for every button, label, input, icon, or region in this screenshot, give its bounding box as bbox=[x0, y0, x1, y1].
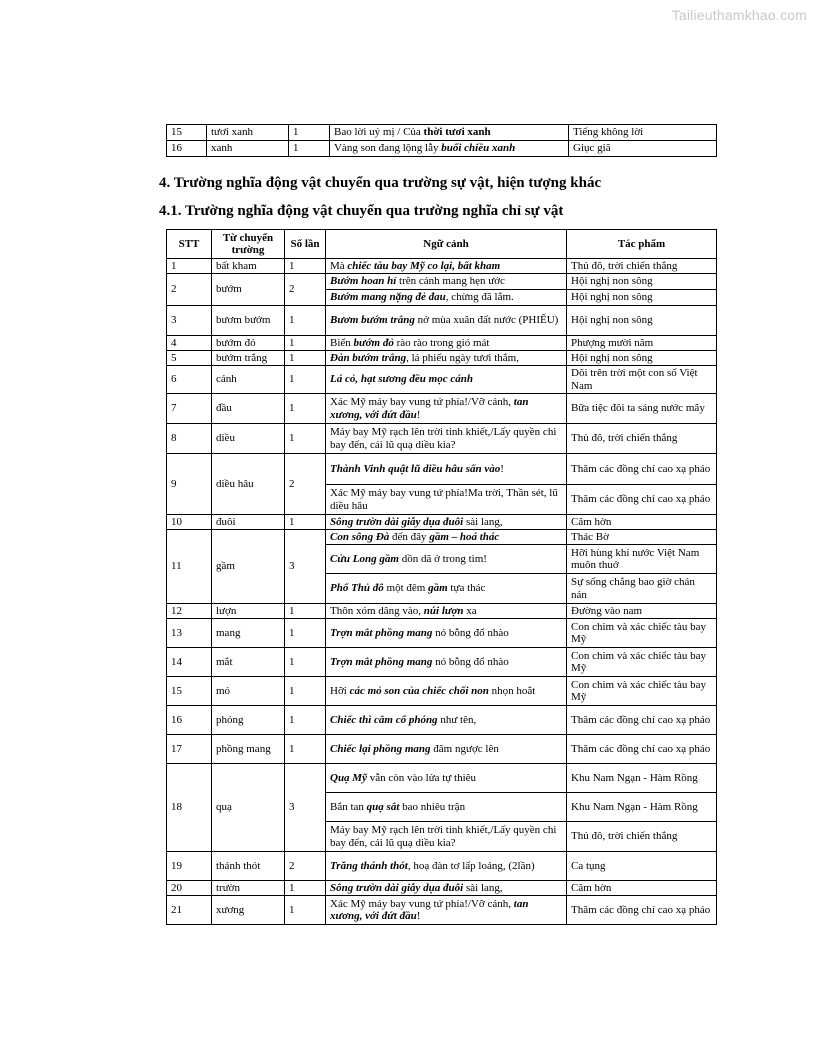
cell-word: diều bbox=[212, 424, 285, 454]
cell-word: bươm bướm bbox=[212, 306, 285, 336]
cell-count: 2 bbox=[285, 852, 326, 881]
header-count: Số lần bbox=[285, 230, 326, 259]
cell-context bbox=[326, 881, 567, 896]
context-fragment: Xác Mỹ máy bay vung tứ phía!/Vỡ cánh, bbox=[330, 396, 514, 408]
cell-context bbox=[326, 648, 567, 677]
cell-count: 1 bbox=[285, 735, 326, 764]
header-word: Từ chuyển trường bbox=[212, 230, 285, 259]
table-row bbox=[167, 515, 717, 530]
table-row bbox=[167, 619, 717, 648]
cell-word: lượn bbox=[212, 604, 285, 619]
cell-work: Hội nghị non sông bbox=[567, 290, 717, 306]
context-fragment: đến đây bbox=[389, 530, 430, 543]
cell-word: bất kham bbox=[212, 259, 285, 274]
cell-word: bướm bbox=[212, 274, 285, 306]
cell-stt: 6 bbox=[167, 366, 212, 394]
cell-context bbox=[326, 764, 567, 793]
cell-context bbox=[326, 677, 567, 706]
context-fragment: Bắn tan bbox=[330, 800, 367, 813]
cell-work: Hỡi hùng khí nước Việt Nam muôn thuở bbox=[567, 545, 717, 574]
cell-count: 1 bbox=[285, 604, 326, 619]
cell-context bbox=[326, 619, 567, 648]
cell-count: 1 bbox=[285, 336, 326, 351]
cell-count: 1 bbox=[285, 677, 326, 706]
context-fragment: Phố Thủ đô bbox=[330, 582, 384, 595]
cell-work: Hội nghị non sông bbox=[567, 306, 717, 336]
cell-context bbox=[326, 394, 567, 424]
context-fragment: quạ sắt bbox=[366, 800, 400, 813]
cell-word: bướm trắng bbox=[212, 351, 285, 366]
cell-count: 1 bbox=[289, 141, 330, 157]
context-fragment: ! bbox=[416, 910, 421, 922]
cell-work: Giục giã bbox=[569, 141, 717, 157]
table-row bbox=[167, 424, 717, 454]
cell-work: Khu Nam Ngạn - Hàm Rồng bbox=[567, 764, 717, 793]
context-fragment: nó bỗng đổ nhào bbox=[432, 626, 509, 639]
cell-work: Hội nghị non sông bbox=[567, 351, 717, 366]
cell-count: 1 bbox=[285, 706, 326, 735]
cell-word: mắt bbox=[212, 648, 285, 677]
cell-work: Thăm các đồng chí cao xạ pháo bbox=[567, 454, 717, 485]
context-fragment: Bao lời uỷ mị / Của bbox=[334, 126, 424, 139]
cell-work: Sự sống chẳng bao giờ chán nản bbox=[567, 574, 717, 604]
cell-count: 1 bbox=[285, 259, 326, 274]
context-fragment: , lá phiếu ngày tươi thắm, bbox=[406, 351, 519, 364]
cell-context bbox=[326, 259, 567, 274]
cell-context bbox=[326, 454, 567, 485]
cell-word: gầm bbox=[212, 530, 285, 604]
cell-context bbox=[330, 125, 569, 141]
cell-stt: 8 bbox=[167, 424, 212, 454]
context-fragment: tan xương, với đứt đầu bbox=[330, 897, 529, 922]
cell-context bbox=[326, 706, 567, 735]
cell-context bbox=[326, 485, 567, 515]
cell-context bbox=[326, 351, 567, 366]
word-field-table bbox=[166, 229, 717, 925]
continuation-table bbox=[166, 124, 717, 157]
cell-stt: 16 bbox=[167, 706, 212, 735]
cell-context bbox=[326, 735, 567, 764]
table-row bbox=[167, 336, 717, 351]
cell-work: Căm hờn bbox=[567, 515, 717, 530]
context-fragment: bướm đỏ bbox=[353, 336, 394, 349]
context-fragment: Xác Mỹ máy bay vung tứ phía!/Vỡ cánh, bbox=[330, 897, 514, 910]
cell-word: phóng bbox=[212, 706, 285, 735]
table-row bbox=[167, 735, 717, 764]
cell-count: 1 bbox=[285, 351, 326, 366]
cell-context bbox=[326, 336, 567, 351]
cell-stt: 7 bbox=[167, 394, 212, 424]
context-fragment: Trợn mắt phồng mang bbox=[330, 655, 433, 668]
cell-context bbox=[326, 424, 567, 454]
table-row bbox=[167, 648, 717, 677]
context-fragment: Thôn xóm dâng vào, bbox=[330, 604, 424, 617]
cell-context bbox=[326, 366, 567, 394]
table-row bbox=[167, 881, 717, 896]
context-fragment: Quạ Mỹ bbox=[330, 771, 367, 784]
context-fragment: , hoạ đàn tơ lấp loáng, (2lần) bbox=[407, 859, 535, 872]
cell-context bbox=[326, 822, 567, 852]
cell-work: Thăm các đồng chí cao xạ pháo bbox=[567, 485, 717, 515]
section-heading-4-1: 4.1. Trường nghĩa động vật chuyển qua trường nghĩa chỉ sự vật bbox=[159, 203, 564, 219]
context-fragment: ! bbox=[416, 408, 421, 421]
table-row bbox=[167, 351, 717, 366]
cell-work: Dõi trên trời một con số Việt Nam bbox=[567, 366, 717, 394]
context-fragment: như tên, bbox=[437, 713, 477, 726]
cell-word: mỏ bbox=[212, 677, 285, 706]
cell-word: phồng mang bbox=[212, 735, 285, 764]
cell-stt: 15 bbox=[167, 677, 212, 706]
context-fragment: Xác Mỹ máy bay vung tứ phía!Ma trời, Thần sét, lũ diều hâu bbox=[330, 487, 558, 512]
cell-work: Thủ đô, trời chiến thắng bbox=[567, 259, 717, 274]
cell-work: Thủ đô, trời chiến thắng bbox=[567, 822, 717, 852]
context-fragment: Trăng thánh thót bbox=[330, 859, 408, 872]
table-header-row bbox=[167, 230, 717, 259]
context-fragment: Bươm bướm trắng bbox=[330, 314, 415, 327]
context-fragment: Chiếc lại phồng mang bbox=[330, 742, 431, 755]
cell-context bbox=[326, 530, 567, 545]
cell-count: 1 bbox=[285, 306, 326, 336]
cell-work: Con chim và xác chiếc tàu bay Mỹ bbox=[567, 619, 717, 648]
cell-stt: 1 bbox=[167, 259, 212, 274]
context-fragment: các mỏ son của chiếc chổi non bbox=[349, 684, 489, 697]
cell-stt: 5 bbox=[167, 351, 212, 366]
table-row bbox=[167, 125, 717, 141]
context-fragment: Chiếc thì cắm cổ phóng bbox=[330, 713, 438, 726]
cell-word: tươi xanh bbox=[207, 125, 289, 141]
cell-count: 3 bbox=[285, 530, 326, 604]
cell-work: Ca tụng bbox=[567, 852, 717, 881]
cell-context bbox=[326, 574, 567, 604]
header-stt: STT bbox=[167, 230, 212, 259]
cell-count: 1 bbox=[285, 424, 326, 454]
cell-context bbox=[326, 306, 567, 336]
context-fragment: sài lang, bbox=[463, 881, 503, 894]
cell-work: Con chim và xác chiếc tàu bay Mỹ bbox=[567, 677, 717, 706]
context-fragment: nở mùa xuân đất nước (PHIẾU) bbox=[414, 314, 559, 327]
cell-stt: 11 bbox=[167, 530, 212, 604]
cell-count: 2 bbox=[285, 454, 326, 515]
table-row bbox=[167, 706, 717, 735]
table-row bbox=[167, 604, 717, 619]
cell-work: Đường vào nam bbox=[567, 604, 717, 619]
context-fragment: Hỡi bbox=[330, 684, 350, 697]
cell-context bbox=[330, 141, 569, 157]
context-fragment: ! bbox=[500, 462, 504, 475]
context-fragment: rào rào trong gió mát bbox=[393, 336, 490, 349]
cell-stt: 16 bbox=[167, 141, 207, 157]
context-fragment: Trợn mắt phồng mang bbox=[330, 626, 433, 639]
context-fragment: Thành Vinh quật lũ diều hâu sấn vào bbox=[330, 462, 501, 475]
cell-stt: 17 bbox=[167, 735, 212, 764]
cell-context bbox=[326, 604, 567, 619]
table-row bbox=[167, 677, 717, 706]
context-fragment: đâm ngược lên bbox=[430, 742, 499, 755]
cell-word: cánh bbox=[212, 366, 285, 394]
watermark-text: Tailieuthamkhao.com bbox=[671, 7, 807, 23]
table-row bbox=[167, 366, 717, 394]
cell-context bbox=[326, 545, 567, 574]
cell-work: Bữa tiệc đôi ta sáng nước mây bbox=[567, 394, 717, 424]
cell-stt: 21 bbox=[167, 896, 212, 925]
context-fragment: tan xương, với đứt đầu bbox=[330, 396, 529, 421]
cell-count: 1 bbox=[285, 394, 326, 424]
cell-stt: 9 bbox=[167, 454, 212, 515]
context-fragment: Máy bay Mỹ rạch lên trời tinh khiết,/Lấy quyền chi bay đến, cái lũ quạ diều kia? bbox=[330, 824, 557, 849]
cell-word: diều hâu bbox=[212, 454, 285, 515]
cell-stt: 19 bbox=[167, 852, 212, 881]
cell-work: Tiếng không lời bbox=[569, 125, 717, 141]
context-fragment: trên cánh mang hẹn ước bbox=[396, 275, 505, 288]
cell-count: 1 bbox=[285, 619, 326, 648]
cell-context bbox=[326, 793, 567, 822]
cell-word: mang bbox=[212, 619, 285, 648]
context-fragment: Sông trườn dài giẫy dụa đuôi bbox=[330, 881, 464, 894]
cell-word: trườn bbox=[212, 881, 285, 896]
cell-word: bướm đỏ bbox=[212, 336, 285, 351]
context-fragment: Máy bay Mỹ rạch lên trời tinh khiết,/Lấy quyền chi bay đến, cái lũ quạ diều kia? bbox=[330, 426, 557, 451]
context-fragment: nó bỗng đổ nhào bbox=[432, 655, 509, 668]
table-row bbox=[167, 306, 717, 336]
cell-stt: 13 bbox=[167, 619, 212, 648]
context-fragment: gầm bbox=[428, 582, 448, 595]
table-row bbox=[167, 530, 717, 545]
cell-work: Phượng mười năm bbox=[567, 336, 717, 351]
cell-work: Thăm các đồng chí cao xạ pháo bbox=[567, 896, 717, 925]
context-fragment: Biển bbox=[330, 336, 354, 349]
table-row bbox=[167, 259, 717, 274]
context-fragment: thời tươi xanh bbox=[423, 126, 491, 139]
cell-context bbox=[326, 852, 567, 881]
context-fragment: Mà bbox=[330, 259, 348, 272]
cell-context bbox=[326, 290, 567, 306]
cell-word: quạ bbox=[212, 764, 285, 852]
section-heading-4: 4. Trường nghĩa động vật chuyển qua trường sự vật, hiện tượng khác bbox=[159, 175, 602, 191]
context-fragment: Bướm mang nặng đẻ đau bbox=[330, 291, 446, 304]
cell-word: đuôi bbox=[212, 515, 285, 530]
context-fragment: Đàn bướm trắng bbox=[330, 351, 407, 364]
context-fragment: một đêm bbox=[383, 582, 429, 595]
context-fragment: sài lang, bbox=[463, 515, 503, 528]
cell-stt: 2 bbox=[167, 274, 212, 306]
context-fragment: Bướm hoan hỉ bbox=[330, 275, 397, 288]
context-fragment: Con sông Đà bbox=[330, 530, 390, 543]
cell-word: xương bbox=[212, 896, 285, 925]
cell-count: 3 bbox=[285, 764, 326, 852]
context-fragment: nhọn hoắt bbox=[488, 684, 536, 697]
context-fragment: vẫn còn vào lửa tự thiêu bbox=[366, 771, 477, 784]
cell-work: Thác Bờ bbox=[567, 530, 717, 545]
cell-count: 1 bbox=[285, 881, 326, 896]
cell-count: 1 bbox=[285, 366, 326, 394]
cell-stt: 4 bbox=[167, 336, 212, 351]
context-fragment: Lá cỏ, hạt sương đều mọc cánh bbox=[330, 373, 473, 386]
cell-context bbox=[326, 515, 567, 530]
cell-context bbox=[326, 896, 567, 925]
cell-count: 1 bbox=[285, 515, 326, 530]
cell-stt: 18 bbox=[167, 764, 212, 852]
table-row bbox=[167, 141, 717, 157]
context-fragment: xa bbox=[463, 604, 477, 617]
context-fragment: Vàng son đang lộng lẫy bbox=[334, 142, 442, 155]
table-row bbox=[167, 394, 717, 424]
cell-work: Khu Nam Ngạn - Hàm Rồng bbox=[567, 793, 717, 822]
table-row bbox=[167, 852, 717, 881]
cell-stt: 12 bbox=[167, 604, 212, 619]
table-row bbox=[167, 454, 717, 485]
table-row bbox=[167, 274, 717, 290]
cell-stt: 10 bbox=[167, 515, 212, 530]
cell-count: 1 bbox=[289, 125, 330, 141]
context-fragment: tựa thác bbox=[447, 582, 486, 595]
context-fragment: Cửu Long gầm bbox=[330, 552, 399, 565]
table-row bbox=[167, 896, 717, 925]
cell-word: xanh bbox=[207, 141, 289, 157]
cell-work: Thăm các đồng chí cao xạ pháo bbox=[567, 706, 717, 735]
cell-stt: 14 bbox=[167, 648, 212, 677]
cell-count: 1 bbox=[285, 896, 326, 925]
cell-work: Thăm các đồng chí cao xạ pháo bbox=[567, 735, 717, 764]
header-work: Tác phẩm bbox=[567, 230, 717, 259]
context-fragment: bao nhiêu trận bbox=[399, 800, 466, 813]
context-fragment: , chừng đã lắm. bbox=[445, 291, 514, 304]
cell-work: Hội nghị non sông bbox=[567, 274, 717, 290]
header-context: Ngữ cảnh bbox=[326, 230, 567, 259]
cell-work: Con chim và xác chiếc tàu bay Mỹ bbox=[567, 648, 717, 677]
context-fragment: Sông trườn dài giẫy dụa đuôi bbox=[330, 515, 464, 528]
context-fragment: chiếc tàu bay Mỹ co lại, bất kham bbox=[347, 259, 501, 272]
cell-stt: 3 bbox=[167, 306, 212, 336]
cell-work: Thủ đô, trời chiến thắng bbox=[567, 424, 717, 454]
cell-stt: 20 bbox=[167, 881, 212, 896]
cell-count: 2 bbox=[285, 274, 326, 306]
table-row bbox=[167, 764, 717, 793]
cell-work: Căm hờn bbox=[567, 881, 717, 896]
cell-word: đầu bbox=[212, 394, 285, 424]
cell-stt: 15 bbox=[167, 125, 207, 141]
context-fragment: buổi chiều xanh bbox=[441, 142, 516, 155]
context-fragment: núi lượn bbox=[423, 604, 464, 617]
context-fragment: dồn dã ở trong tim! bbox=[398, 552, 487, 565]
cell-context bbox=[326, 274, 567, 290]
cell-count: 1 bbox=[285, 648, 326, 677]
context-fragment: gầm – hoá thác bbox=[429, 530, 500, 543]
cell-word: thánh thót bbox=[212, 852, 285, 881]
